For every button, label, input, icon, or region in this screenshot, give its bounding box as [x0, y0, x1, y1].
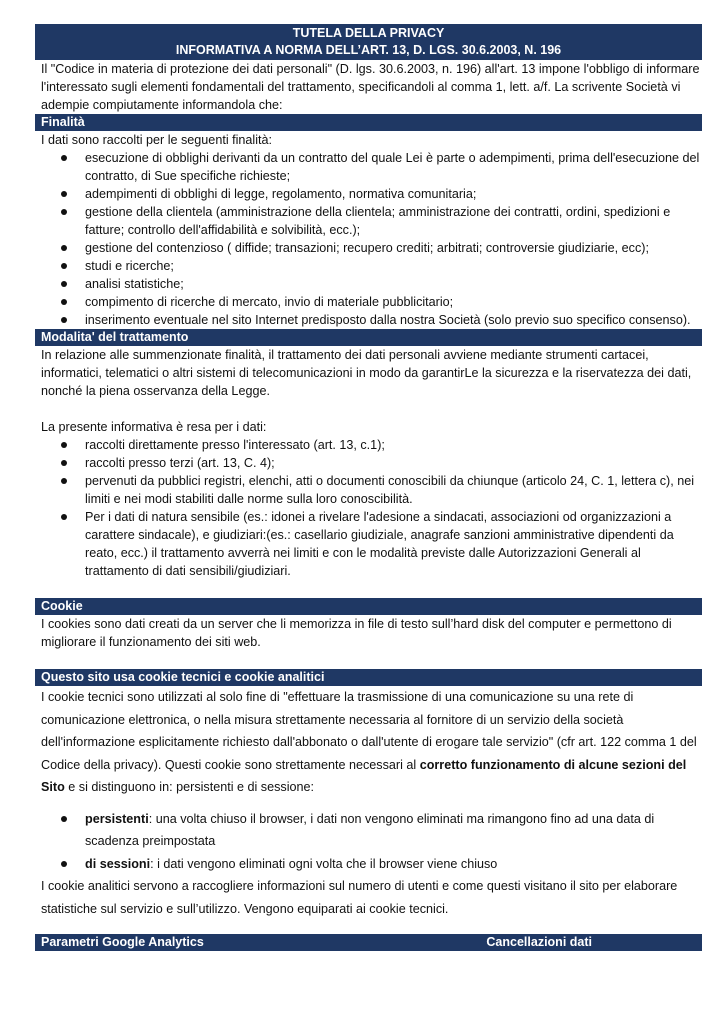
header-box [35, 24, 702, 60]
header-title: TUTELA DELLA PRIVACY [292, 26, 445, 40]
google-analytics-heading: Parametri Google Analytics [41, 935, 204, 949]
cookie-analitici-paragraph: I cookie analitici servono a raccogliere informazioni sul numero di utenti e come questi visitano il sito per elaborare statistiche sul servizio e sull’utilizzo. Vengono equiparati ai cookie tecnici. [41, 879, 678, 916]
list-item: analisi statistiche; [85, 275, 702, 293]
list-item: pervenuti da pubblici registri, elenchi, atti o documenti conoscibili da chiunque (articolo 24, C. 1, lettera c), nei limiti e nei modi stabiliti dalle norme sulla loro conoscibilità. [85, 472, 702, 508]
modalita-paragraph: In relazione alle summenzionate finalità, il trattamento dei dati personali avviene mediante strumenti cartacei, informatici, telematici o altri sistemi di telecomunicazioni in modo da garantirLe la sicurezza e la riservatezza dei dati, nonché la piena osservanza della Legge. [41, 348, 692, 398]
list-item: raccolti direttamente presso l'interessato (art. 13, c.1); [85, 436, 702, 454]
list-item: Per i dati di natura sensibile (es.: idonei a rivelare l'adesione a sindacati, associazioni od organizzazioni a carattere sindacale), e giudiziari:(es.: casellario giudiziale, anagrafe sanzioni amministrative dipendenti da reato, ecc.) il trattamento avverrà nei limiti e con le modalità previste dalle Autorizzazioni Generali al trattamento di dati sensibili/giudiziari. [85, 508, 702, 580]
footer-heading-bar [35, 934, 702, 951]
document-page [35, 24, 702, 951]
cookie-types-list [35, 808, 702, 876]
section-heading-cookie-tecnici: Questo sito usa cookie tecnici e cookie analitici [35, 669, 702, 686]
finalita-list [35, 149, 702, 329]
cancellazioni-heading: Cancellazioni dati [486, 935, 592, 949]
cookie-paragraph: I cookies sono dati creati da un server che li memorizza in file di testo sull’hard disk del computer e permettono di migliorare il funzionamento dei siti web. [41, 617, 672, 649]
list-item: gestione del contenzioso ( diffide; transazioni; recupero crediti; arbitrati; controversie giudiziarie, ecc); [85, 239, 702, 257]
list-item: raccolti presso terzi (art. 13, C. 4); [85, 454, 702, 472]
bold-phrase: corretto funzionamento di alcune sezioni del Sito [41, 757, 687, 794]
list-item: inserimento eventuale nel sito Internet predisposto dalla nostra Società (solo previo suo specifico consenso). [85, 311, 702, 329]
list-item: compimento di ricerche di mercato, invio di materiale pubblicitario; [85, 293, 702, 311]
section-heading-cookie: Cookie [35, 598, 702, 615]
list-item: gestione della clientela (amministrazione della clientela; amministrazione dei contratti, ordini, spedizioni e fatture; controllo dell'affidabilità e solvibilità, ecc.); [85, 203, 702, 239]
section-heading-finalita: Finalità [35, 114, 702, 131]
list-item: studi e ricerche; [85, 257, 702, 275]
intro-paragraph: Il "Codice in materia di protezione dei dati personali" (D. lgs. 30.6.2003, n. 196) all'art. 13 impone l'obbligo di informare l'interessato sugli elementi fondamentali del trattamento, specificandoli al comma 1, lett. a/f. La scrivente Società vi adempie compiutamente informandola che: [41, 62, 700, 112]
modalita-lead: La presente informativa è resa per i dati: [41, 420, 267, 434]
finalita-lead: I dati sono raccolti per le seguenti finalità: [41, 133, 273, 147]
list-item: di sessioni: i dati vengono eliminati ogni volta che il browser viene chiuso [85, 853, 702, 876]
section-heading-modalita: Modalita' del trattamento [35, 329, 702, 346]
list-item: esecuzione di obblighi derivanti da un contratto del quale Lei è parte o adempimenti, prima dell'esecuzione del contratto, di Sue specifiche richieste; [85, 149, 702, 185]
modalita-list [35, 436, 702, 580]
list-item: adempimenti di obblighi di legge, regolamento, normativa comunitaria; [85, 185, 702, 203]
header-subtitle: INFORMATIVA A NORMA DELL’ART. 13, D. LGS. 30.6.2003, N. 196 [175, 43, 562, 57]
cookie-tecnici-paragraph: I cookie tecnici sono utilizzati al solo fine di "effettuare la trasmissione di una comunicazione su una rete di comunicazione elettronica, o nella misura strettamente necessaria al fornitore di un servizio della società dell'informazione esplicitamente richiesto dall'abbonato o dall'utente di erogare tale servizio" (cfr art. 122 comma 1 del Codice della privacy). Questi cookie sono strettamente necessari al corretto funzionamento di alcune sezioni del Sito e si distinguono in: persistenti e di sessione: [41, 690, 697, 794]
list-item: persistenti: una volta chiuso il browser, i dati non vengono eliminati ma rimangono fino ad una data di scadenza preimpostata [85, 808, 702, 853]
